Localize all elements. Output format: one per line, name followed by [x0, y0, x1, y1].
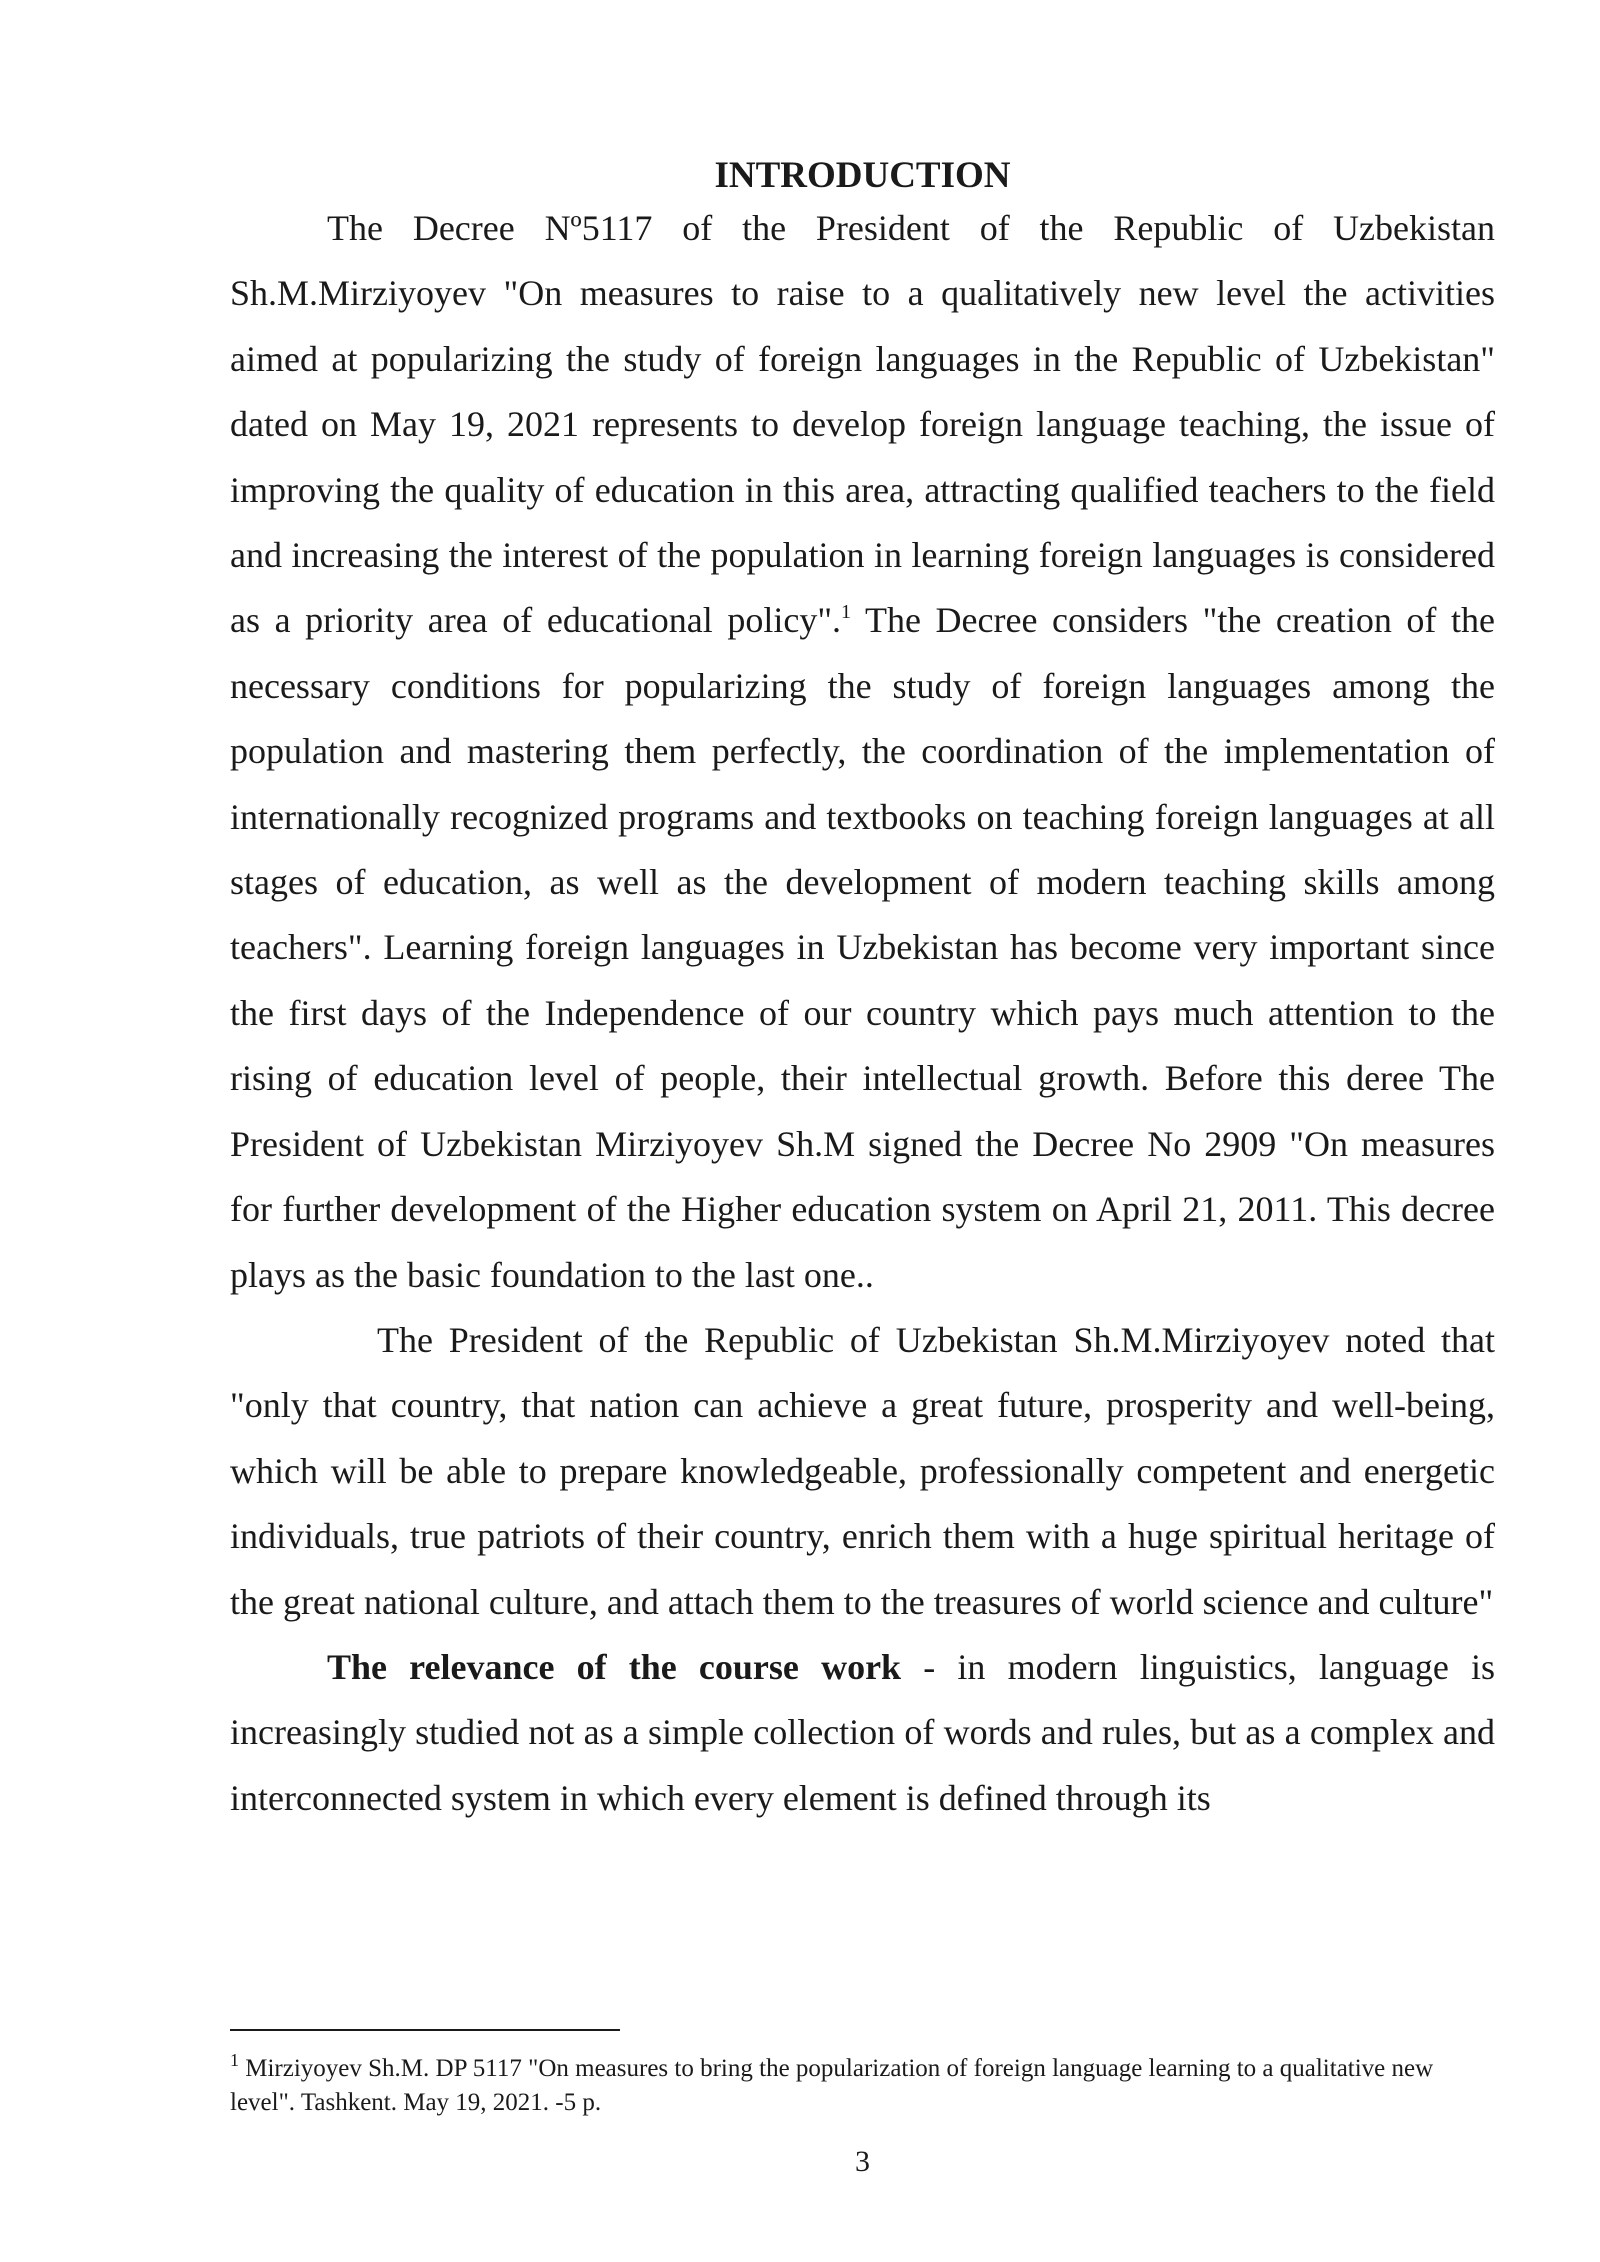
- footnote-text: Mirziyoyev Sh.M. DP 5117 "On measures to bring the popularization of foreign language learning to a qualitative new level". Tashkent. May 19, 2021. -5 p.: [230, 2055, 1434, 2116]
- page-number: 3: [855, 2145, 870, 2178]
- body-text: [230, 196, 1495, 1831]
- paragraph-decree-5117-part1: The Decree Nº5117 of the President of the Republic of Uzbekistan Sh.M.Mirziyoyev "On measures to raise to a qualitatively new level the activities aimed at popularizing the study of foreign languages in the Republic of Uzbekistan" dated on May 19, 2021 represents to develop foreign language teaching, the issue of improving the quality of education in this area, attracting qualified teachers to the field and increasing the interest of the population in learning foreign languages is considered as a priority area of educational policy".: [230, 208, 1495, 641]
- paragraph-decree-5117: [230, 196, 1495, 1308]
- relevance-text: - in modern linguistics, language is increasingly studied not as a simple collection of words and rules, but as a complex and interconnected system in which every element is defined through its: [230, 1646, 1496, 1818]
- paragraph-relevance: [230, 1635, 1495, 1831]
- footnote-number: 1: [230, 2050, 239, 2070]
- paragraph-president-quote: The President of the Republic of Uzbekistan Sh.M.Mirziyoyev noted that "only that country, that nation can achieve a great future, prosperity and well-being, which will be able to prepare knowledgeable, professionally competent and energetic individuals, true patriots of their country, enrich them with a huge spiritual heritage of the great national culture, and attach them to the treasures of world science and culture": [230, 1319, 1495, 1622]
- relevance-label: The relevance of the course work: [327, 1646, 902, 1687]
- footnote-separator: [230, 2029, 620, 2031]
- paragraph-decree-5117-part2: The Decree considers "the creation of the necessary conditions for popularizing the study of foreign languages among the population and mastering them perfectly, the coordination of the implementation of internationally recognized programs and textbooks on teaching foreign languages at all stages of education, as well as the development of modern teaching skills among teachers". Learning foreign languages in Uzbekistan has become very important since the first days of the Independence of our country which pays much attention to the rising of education level of people, their intellectual growth. Before this deree The President of Uzbekistan Mirziyoyev Sh.M signed the Decree No 2909 "On measures for further development of the Higher education system on April 21, 2011. This decree plays as the basic foundation to the last one..: [230, 600, 1495, 1295]
- footnote-reference[interactable]: 1: [841, 601, 852, 624]
- page-heading: INTRODUCTION: [714, 155, 1011, 196]
- footnote: [230, 2052, 1495, 2120]
